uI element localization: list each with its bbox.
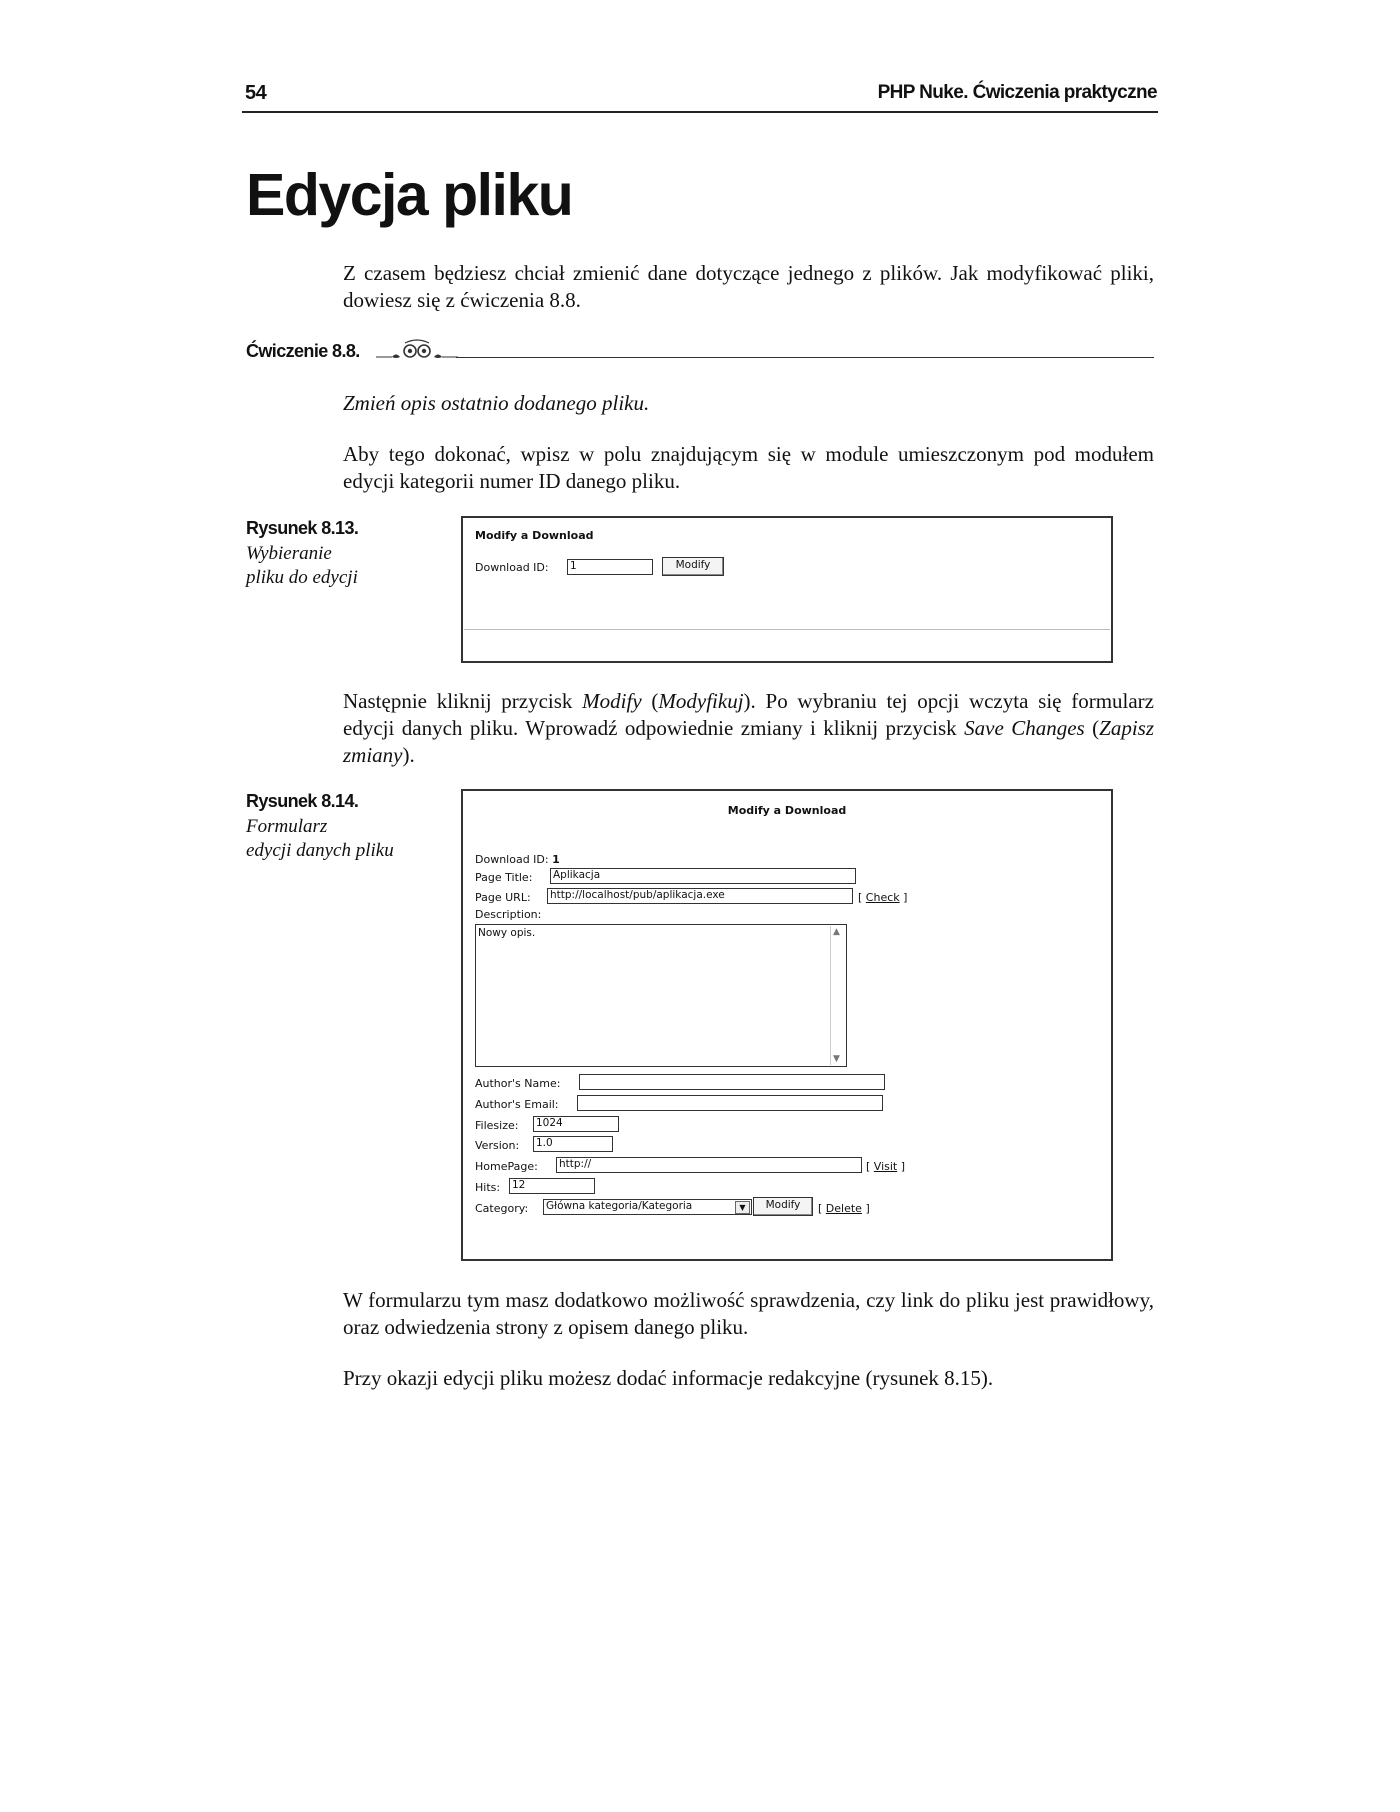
figure-label: Rysunek 8.14.	[246, 791, 359, 811]
version-label: Version:	[475, 1139, 520, 1152]
exercise-rule	[456, 357, 1154, 358]
check-link-group	[858, 891, 907, 904]
text-span: Modify	[582, 689, 642, 713]
figure-screenshot	[461, 516, 1113, 663]
category-label: Category:	[475, 1202, 529, 1215]
body-paragraph	[343, 688, 1154, 769]
visit-link[interactable]: Visit	[873, 1160, 898, 1173]
figure-caption: Formularz	[246, 816, 328, 837]
check-link[interactable]: Check	[865, 891, 900, 904]
text-span: Zapisz zmiany	[343, 716, 1154, 767]
chapter-title: Edycja pliku	[246, 162, 573, 228]
scrollbar[interactable]	[830, 926, 845, 1065]
divider	[464, 629, 1110, 630]
text-span: Następnie kliknij przycisk	[343, 689, 583, 713]
closing-paragraph: Przy okazji edycji pliku możesz dodać informacje redakcyjne (rysunek 8.15).	[343, 1366, 994, 1390]
intro-paragraph: Z czasem będziesz chciał zmienić dane dotyczące jednego z plików. Jak modyfikować pliki, dowiesz się z ćwiczenia 8.8.	[343, 261, 1154, 312]
page-number: 54	[245, 82, 267, 104]
download-id-label: Download ID:	[475, 561, 549, 574]
chevron-down-icon[interactable]: ▼	[735, 1201, 750, 1214]
delete-link-group	[818, 1202, 870, 1215]
form-title: Modify a Download	[727, 804, 847, 817]
homepage-label: HomePage:	[475, 1160, 538, 1173]
download-id-label: Download ID:	[475, 853, 549, 866]
closing-paragraph: W formularzu tym masz dodatkowo możliwość sprawdzenia, czy link do pliku jest prawidłowy, oraz odwiedzenia strony z opisem danego pliku.	[343, 1288, 1154, 1339]
text-span: ).	[402, 743, 415, 767]
homepage-input[interactable]: http://	[556, 1157, 862, 1173]
author-name-input[interactable]	[579, 1074, 885, 1090]
text-span: (	[641, 689, 659, 713]
author-email-input[interactable]	[577, 1095, 883, 1111]
figure-caption: edycji danych pliku	[246, 840, 394, 861]
description-textarea[interactable]	[475, 924, 847, 1067]
exercise-instruction: Aby tego dokonać, wpisz w polu znajdującym się w module umieszczonym pod modułem edycji kategorii numer ID danego pliku.	[343, 442, 1154, 493]
delete-link[interactable]: Delete	[825, 1202, 862, 1215]
page-url-input[interactable]: http://localhost/pub/aplikacja.exe	[547, 888, 853, 904]
category-select[interactable]	[543, 1199, 752, 1215]
text-span: Save Changes	[964, 716, 1085, 740]
version-input[interactable]: 1.0	[533, 1136, 613, 1152]
scroll-down-icon[interactable]: ▼	[833, 1054, 840, 1064]
modify-button[interactable]: Modify	[662, 557, 724, 576]
scroll-up-icon[interactable]: ▲	[833, 927, 840, 937]
exercise-task	[343, 390, 1154, 417]
form-title: Modify a Download	[475, 529, 594, 542]
modify-button[interactable]: Modify	[753, 1197, 813, 1216]
header-rule	[242, 111, 1158, 113]
text-span: Modyfikuj	[658, 689, 744, 713]
author-name-label: Author's Name:	[475, 1077, 561, 1090]
download-id-input[interactable]: 1	[567, 559, 653, 575]
page-url-label: Page URL:	[475, 891, 531, 904]
hits-input[interactable]: 12	[509, 1178, 595, 1194]
figure-caption: pliku do edycji	[246, 567, 358, 588]
bracket: [	[858, 891, 863, 904]
bracket: ]	[900, 1160, 906, 1173]
download-id-value: 1	[552, 853, 560, 866]
exercise-task-text: Zmień opis ostatnio dodanego pliku.	[343, 391, 650, 415]
category-selected-value: Główna kategoria/Kategoria	[546, 1200, 693, 1212]
filesize-label: Filesize:	[475, 1119, 519, 1132]
text-span: ). Po wybraniu tej opcji wczyta się formularz edycji danych pliku. Wprowadź odpowiednie zmiany i kliknij przycisk	[343, 689, 1154, 740]
visit-link-group	[866, 1160, 905, 1173]
download-id-row	[475, 853, 560, 866]
bracket: ]	[903, 891, 908, 904]
ornament-icon	[376, 338, 458, 367]
page-title-label: Page Title:	[475, 871, 533, 884]
author-email-label: Author's Email:	[475, 1098, 559, 1111]
hits-label: Hits:	[475, 1181, 501, 1194]
figure-label: Rysunek 8.13.	[246, 518, 359, 538]
figure-screenshot	[461, 789, 1113, 1261]
bracket: [	[818, 1202, 823, 1215]
figure-caption: Wybieranie	[246, 543, 332, 564]
filesize-input[interactable]: 1024	[533, 1116, 619, 1132]
book-title: PHP Nuke. Ćwiczenia praktyczne	[877, 82, 1157, 103]
text-span: (	[1084, 716, 1100, 740]
page-title-input[interactable]: Aplikacja	[550, 868, 856, 884]
bracket: [	[866, 1160, 871, 1173]
description-text: Nowy opis.	[478, 927, 536, 939]
bracket: ]	[865, 1202, 870, 1215]
description-label: Description:	[475, 908, 542, 921]
exercise-label: Ćwiczenie 8.8.	[246, 341, 360, 361]
